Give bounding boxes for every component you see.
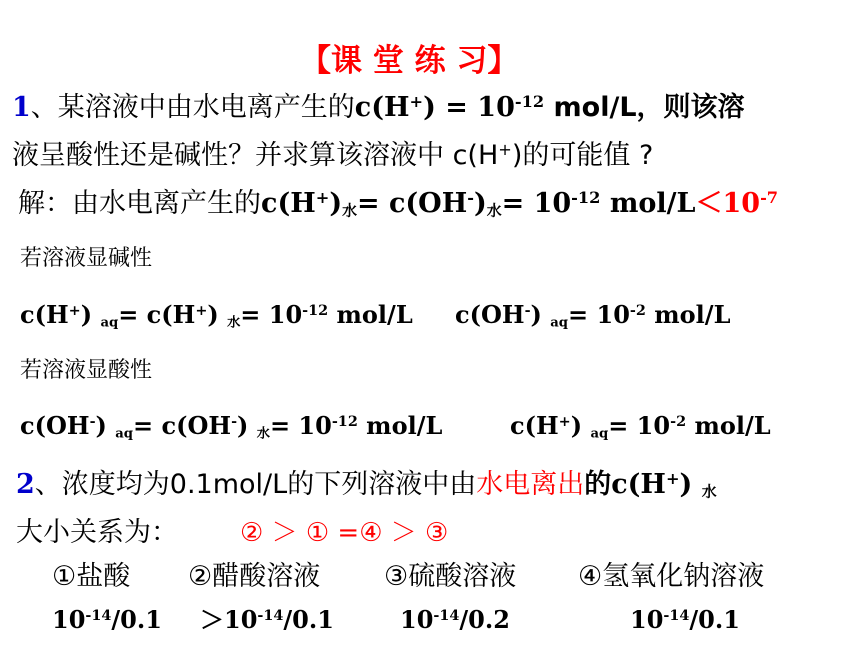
formula: c(OH — [455, 300, 525, 329]
superscript: - — [89, 413, 96, 431]
superscript: + — [68, 302, 81, 320]
formula: = 10 — [608, 411, 671, 440]
solution-text: 解：由水电离产生的 — [18, 188, 261, 219]
superscript: + — [409, 92, 424, 112]
formula: c(H — [20, 300, 69, 329]
exponent: -14 — [433, 607, 460, 625]
subscript: 水 — [342, 201, 357, 220]
formula: ) — [207, 300, 219, 329]
exponent: -14 — [663, 607, 690, 625]
exponent: -2 — [629, 302, 646, 320]
value-base: 10 — [52, 605, 86, 634]
formula: = 10 — [568, 300, 630, 329]
subscript: aq — [590, 426, 609, 442]
formula: 的c(H — [584, 469, 666, 500]
option-sodium-hydroxide: ④氢氧化钠溶液 — [578, 561, 765, 592]
value-rest: /0.1 — [283, 605, 334, 634]
superscript: + — [558, 413, 571, 431]
superscript: - — [467, 188, 474, 208]
question-1-number: 1 — [12, 92, 31, 123]
formula: = c(OH — [356, 188, 468, 219]
formula: ) — [95, 411, 107, 440]
formula: ) — [80, 300, 93, 329]
subscript: aq — [550, 315, 569, 331]
option-sulfuric-acid: ③硫酸溶液 — [384, 561, 517, 592]
value-rest: /0.2 — [459, 605, 510, 634]
formula: ) — [473, 188, 487, 219]
superscript: + — [498, 140, 512, 160]
value-base: 10 — [400, 605, 434, 634]
exponent: -12 — [331, 413, 358, 431]
exponent: -14 — [257, 607, 284, 625]
value-base: 10 — [630, 605, 664, 634]
formula: = 10 — [240, 300, 303, 329]
subscript: aq — [115, 426, 134, 442]
exponent: -7 — [760, 188, 779, 208]
formula-unit: mol/L — [328, 300, 413, 329]
exponent: -12 — [514, 92, 545, 112]
question-2-text: 、浓度均为0.1mol/L的下列溶液中由 — [34, 469, 477, 500]
value-1 — [52, 607, 162, 633]
superscript: - — [524, 302, 531, 320]
option-acetic-acid: ②醋酸溶液 — [188, 561, 321, 592]
value-4 — [630, 607, 740, 633]
basic-case-formula-1 — [20, 300, 413, 331]
highlighted-text: 水电离出 — [476, 469, 585, 500]
value-2 — [200, 607, 334, 633]
formula: c(H — [510, 411, 559, 440]
answer-order: ② ＞ ① =④ ＞ ③ — [240, 518, 449, 548]
superscript: + — [315, 188, 330, 208]
question-2-text: 大小关系为： — [16, 517, 178, 548]
formula: ) — [570, 411, 583, 440]
formula: ) — [237, 411, 249, 440]
question-1-text: 液呈酸性还是碱性？并求算该溶液中 c(H — [12, 140, 499, 171]
formula-unit: mol/L — [686, 411, 771, 440]
question-1-line-1 — [12, 93, 745, 123]
value-prefix: ＞ — [200, 605, 224, 634]
acidic-case-formula-1 — [20, 411, 443, 442]
formula: ) = 10 — [423, 92, 515, 123]
subscript: 水 — [701, 482, 717, 501]
question-1-text: 、某溶液中由水电离产生的 — [30, 92, 355, 123]
formula: c(H — [354, 92, 410, 123]
formula: ) — [679, 469, 693, 500]
solution-line — [18, 189, 778, 219]
exponent: -12 — [571, 188, 601, 208]
comparison: ＜10 — [695, 188, 761, 219]
formula-unit: mol/L — [645, 300, 731, 329]
formula: = 10 — [501, 188, 572, 219]
question-1-line-2 — [12, 141, 653, 171]
subscript: 水 — [486, 201, 502, 220]
exponent: -12 — [302, 302, 329, 320]
superscript: - — [231, 413, 238, 431]
page-title: 【课 堂 练 习】 — [300, 43, 519, 79]
basic-case-label: 若溶液显碱性 — [20, 246, 153, 271]
basic-case-formula-2 — [455, 300, 731, 331]
superscript: + — [195, 302, 208, 320]
value-base: 10 — [224, 605, 258, 634]
formula-unit: mol/L — [600, 188, 696, 219]
subscript: aq — [100, 315, 119, 331]
option-hydrochloric-acid: ①盐酸 — [52, 561, 131, 592]
formula: c(H — [261, 188, 316, 219]
subscript: 水 — [256, 426, 270, 442]
formula: ) — [530, 300, 542, 329]
formula: = 10 — [269, 411, 332, 440]
question-2-line-1 — [16, 470, 717, 500]
formula: ) — [329, 188, 343, 219]
superscript: + — [665, 469, 680, 489]
exponent: -14 — [85, 607, 112, 625]
formula: c(OH — [20, 411, 90, 440]
question-2-line-2 — [16, 518, 178, 548]
exponent: -2 — [670, 413, 687, 431]
value-3 — [400, 607, 510, 633]
acidic-case-formula-2 — [510, 411, 771, 442]
value-rest: /0.1 — [111, 605, 162, 634]
formula: = c(OH — [133, 411, 232, 440]
subscript: 水 — [227, 315, 241, 331]
value-rest: /0.1 — [689, 605, 740, 634]
formula: = c(H — [118, 300, 196, 329]
acidic-case-label: 若溶液显酸性 — [20, 358, 153, 383]
formula-unit: mol/L，则该溶 — [544, 92, 745, 123]
formula-unit: mol/L — [357, 411, 443, 440]
question-1-text: )的可能值 ? — [511, 140, 654, 171]
question-2-number: 2 — [16, 469, 35, 500]
